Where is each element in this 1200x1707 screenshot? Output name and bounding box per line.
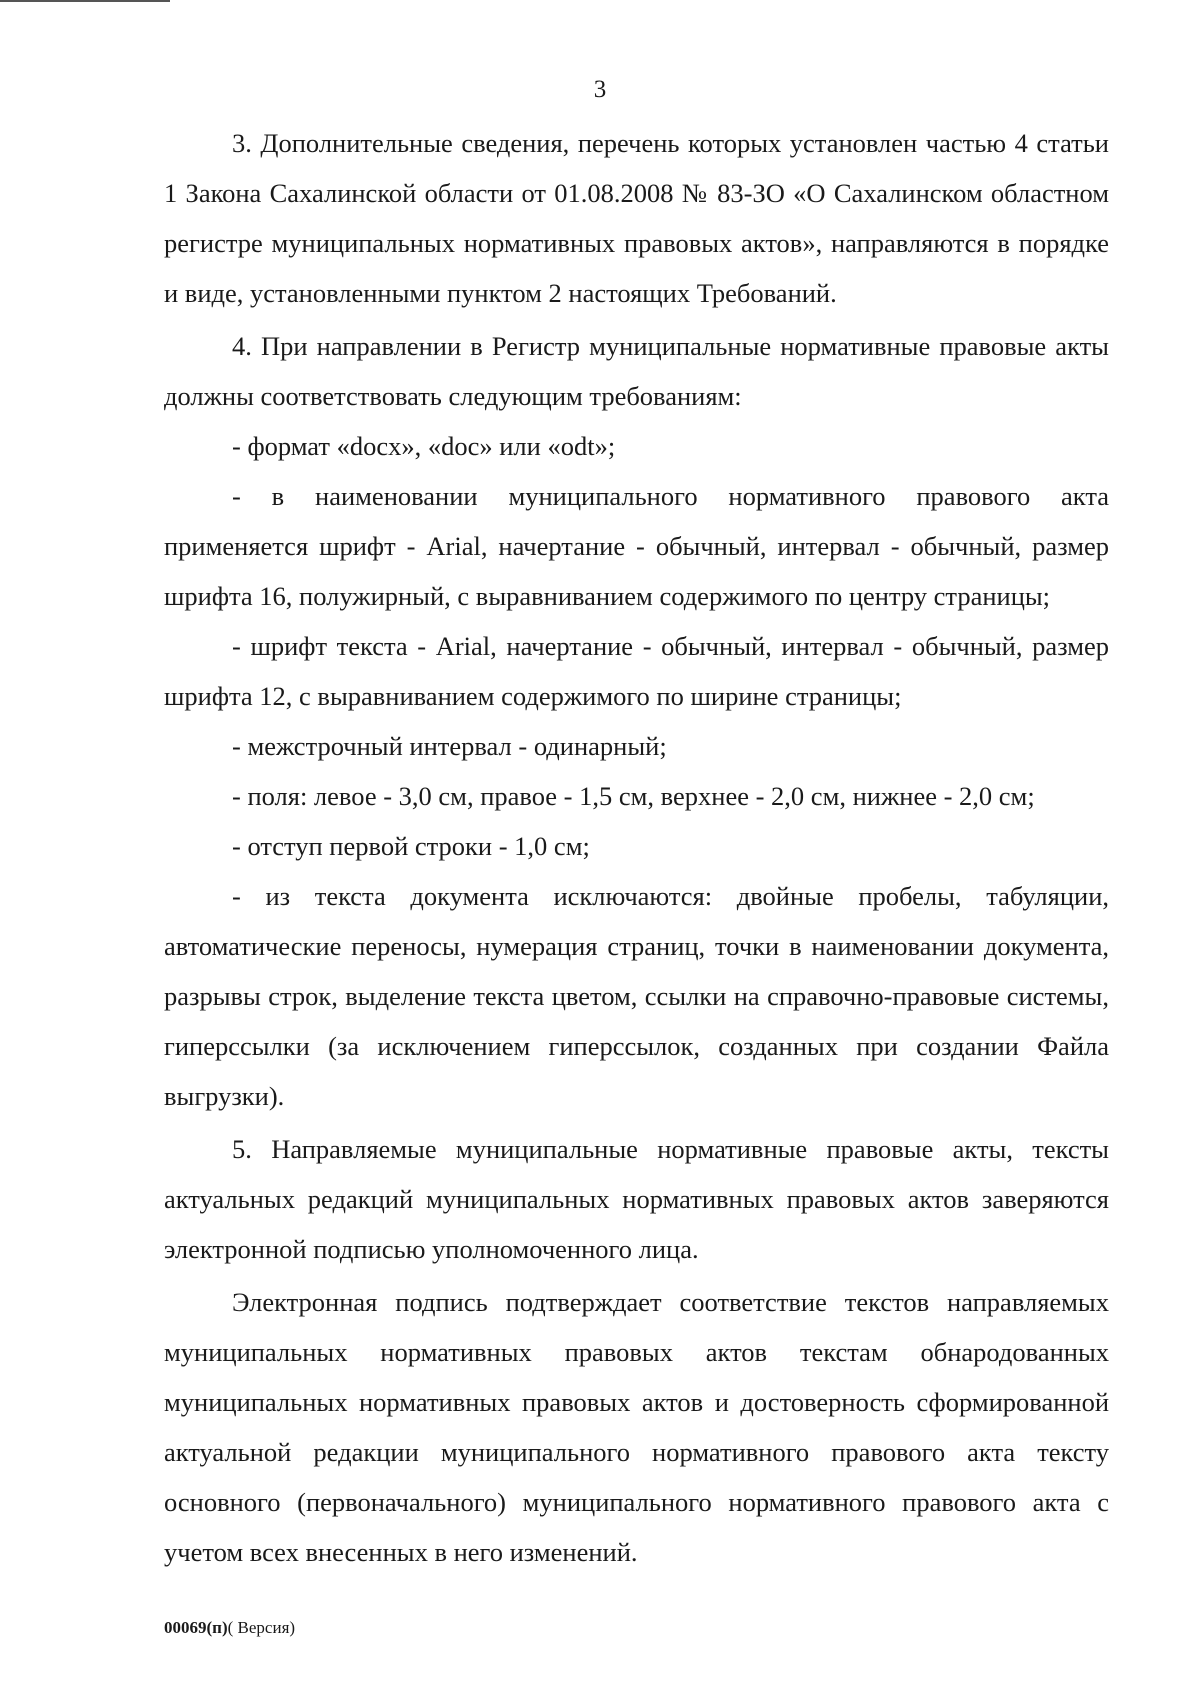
page-number: 3 [593, 76, 607, 103]
requirement-text-font: - шрифт текста - Arial, начертание - обычный, интервал - обычный, размер шрифта 12, с выравниванием содержимого по ширине страницы; [164, 631, 1109, 711]
requirement-exclusions: - из текста документа исключаются: двойные пробелы, табуляции, автоматические переносы, нумерация страниц, точки в наименовании документа, разрывы строк, выделение текста цветом, ссылки на справочно-правовые системы, гиперссылки (за исключением гиперссылок, созданных при создании Файла выгрузки). [164, 881, 1109, 1111]
paragraph-5: 5. Направляемые муниципальные нормативные правовые акты, тексты актуальных редакций муниципальных нормативных правовых актов заверяются электронной подписью уполномоченного лица. [164, 1134, 1109, 1264]
paragraph-3: 3. Дополнительные сведения, перечень которых установлен частью 4 статьи 1 Закона Сахалинской области от 01.08.2008 № 83-ЗО «О Сахалинском областном регистре муниципальных нормативных правовых актов», направляются в порядке и виде, установленными пунктом 2 настоящих Требований. [164, 128, 1109, 308]
requirement-margins: - поля: левое - 3,0 см, правое - 1,5 см, верхнее - 2,0 см, нижнее - 2,0 см; [232, 781, 1035, 811]
paragraph-4: 4. При направлении в Регистр муниципальные нормативные правовые акты должны соответствовать следующим требованиям: [164, 331, 1109, 411]
requirement-format: - формат «docx», «doc» или «odt»; [232, 431, 616, 461]
scan-edge-line [0, 0, 170, 2]
footer-code: 00069(п) [164, 1618, 228, 1637]
requirement-line-spacing: - межстрочный интервал - одинарный; [232, 731, 667, 761]
requirement-first-line-indent: - отступ первой строки - 1,0 см; [232, 831, 590, 861]
document-footer [164, 1618, 295, 1638]
footer-version: ( Версия) [227, 1618, 296, 1637]
document-body [164, 118, 1109, 1577]
requirement-title-font: - в наименовании муниципального нормативного правового акта применяется шрифт - Arial, начертание - обычный, интервал - обычный, размер шрифта 16, полужирный, с выравниванием содержимого по центру страницы; [164, 481, 1109, 611]
paragraph-signature: Электронная подпись подтверждает соответствие текстов направляемых муниципальных нормативных правовых актов текстам обнародованных муниципальных нормативных правовых актов и достоверность сформированной актуальной редакции муниципального нормативного правового акта тексту основного (первоначального) муниципального нормативного правового акта с учетом всех внесенных в него изменений. [164, 1287, 1109, 1567]
